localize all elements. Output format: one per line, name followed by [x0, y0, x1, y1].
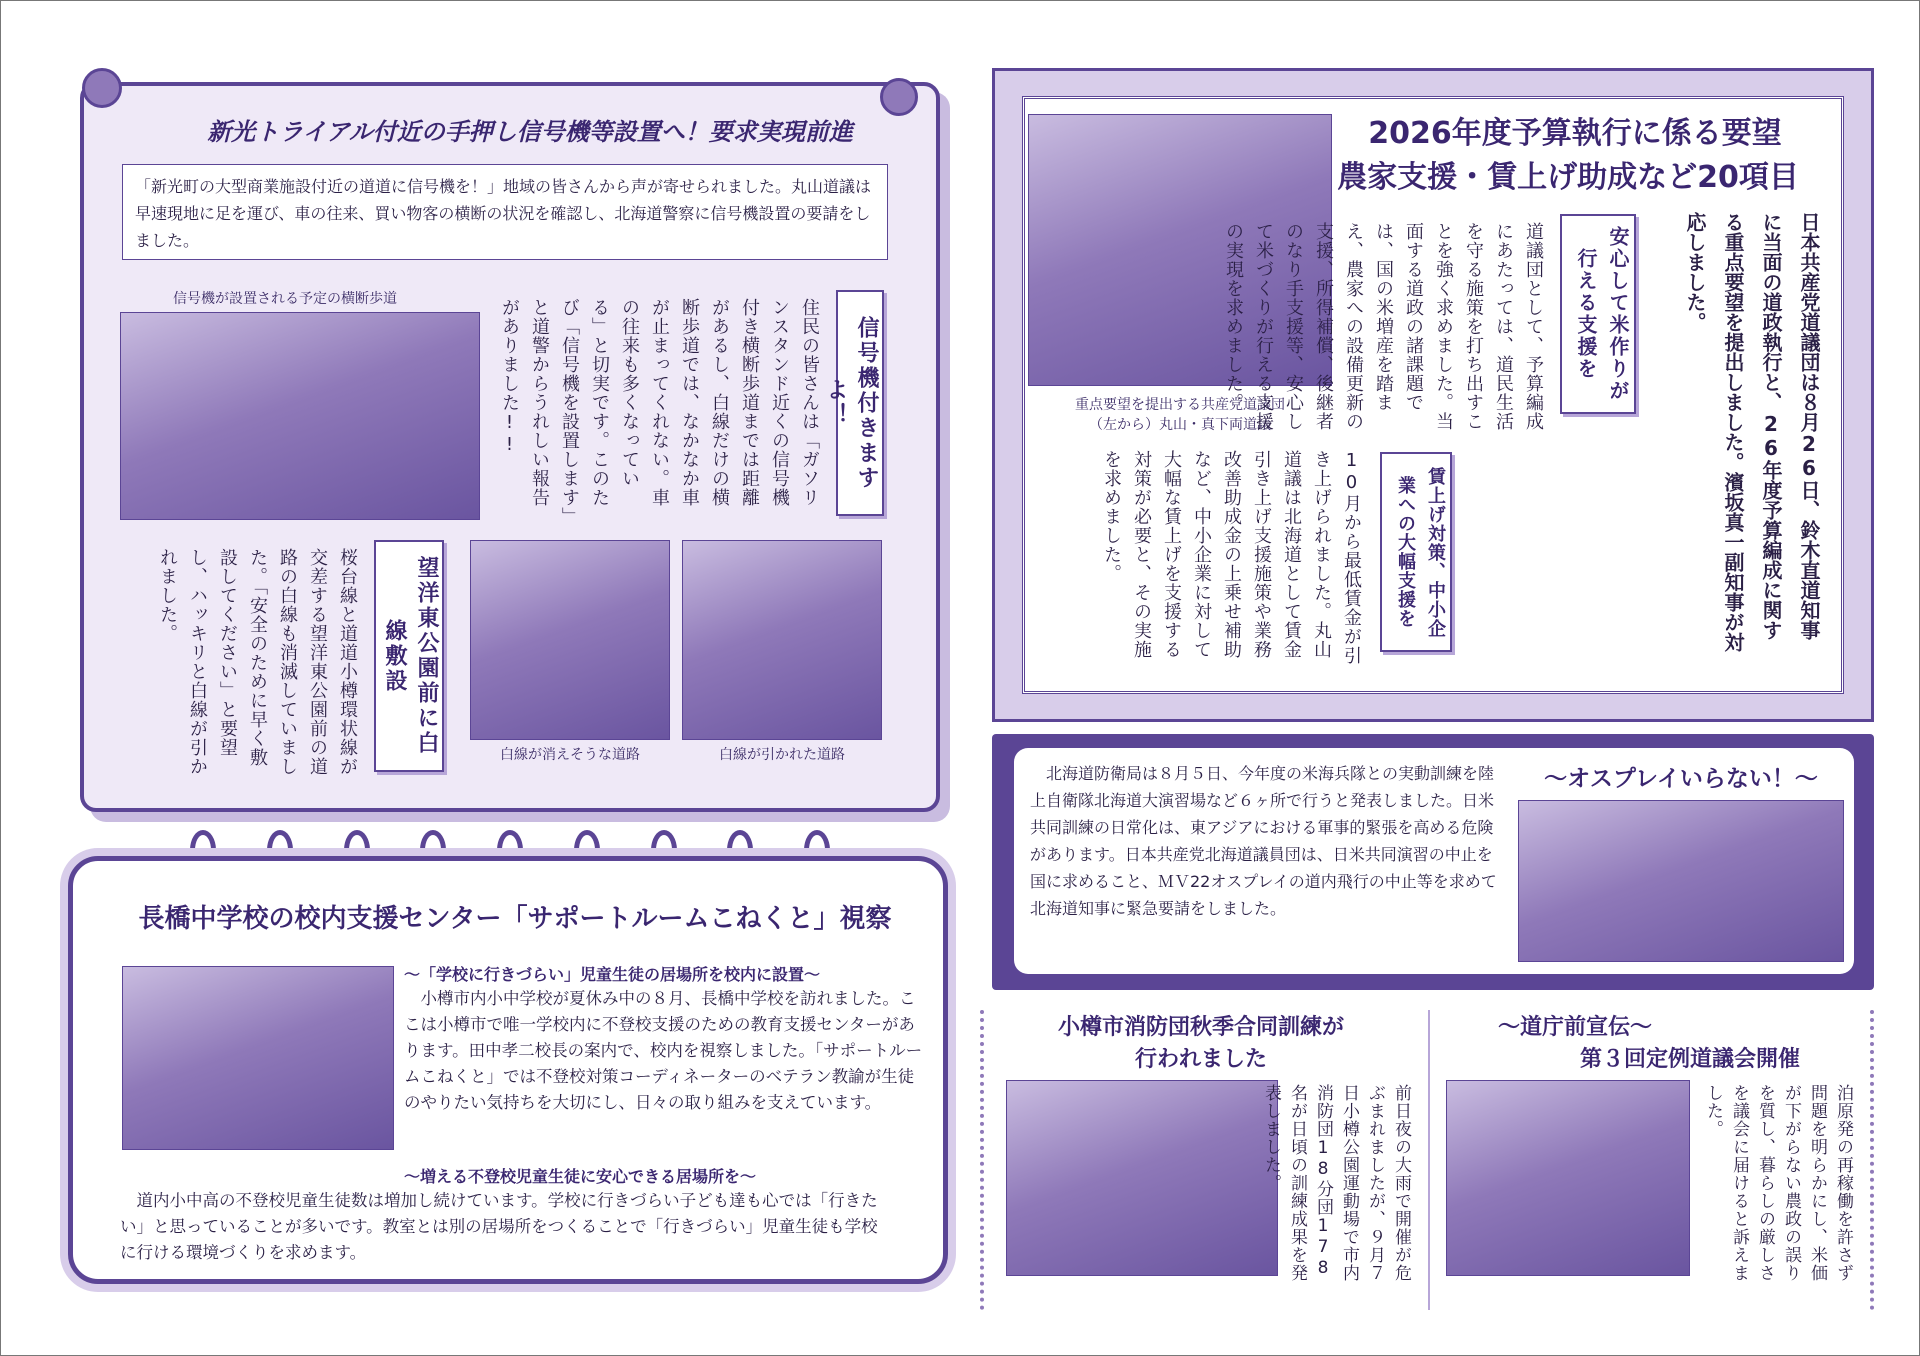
section-heading: 賃上げ対策、中小企業への大幅支援を [1380, 452, 1452, 652]
school-visit-photo [122, 966, 394, 1150]
flower-border [1870, 1010, 1874, 1310]
article-title: 農家支援・賃上げ助成など20項目 [1337, 160, 1799, 195]
fire-drill-photo [1006, 1080, 1278, 1276]
article-body: 泊原発の再稼働を許さず問題を明らかにし、米価が下がらない農政の誤りを質し、暮らしの厳しさを議会に届けると訴えました。 [1703, 1084, 1853, 1282]
photo-caption: （左から）丸山・真下両道議 [1089, 417, 1271, 433]
section-heading: 望洋東公園前に白線敷設 [374, 540, 444, 772]
article-title: 2026年度予算執行に係る要望 [1368, 116, 1782, 151]
article-title: ～道庁前宣伝～ [1497, 1015, 1652, 1040]
section-body: 10月から最低賃金が引き上げられました。丸山道議は北海道として賃金引き上げ支援施策や業務改善助成金の上乗せ補助など、中小企業に対して大幅な賃上げを支援する対策が必要と、その実施を求めました。 [1101, 450, 1362, 665]
article-title: 行われました [1134, 1047, 1267, 1072]
section-body: 住民の皆さんは「ガソリンスタンド近くの信号機付き横断歩道までは距離があるし、白線だけの横断歩道では、なかなか車が止まってくれない。車の往来も多くなってい る」と切実です。このたび「信号機を設置します」と道警からうれしい報告がありました!! [499, 298, 820, 517]
crosswalk-photo [120, 312, 480, 520]
article-body: 小樽市内小中学校が夏休み中の８月、長橋中学校を訪れました。ここは小樽市で唯一学校内に不登校支援のための教育支援センターがあります。田中孝二校長の案内で、校内を視察しました。「サポートルームこねくと」では不登校対策コーディネーターのベテラン教諭が生徒のやりたい気持ちを大切にし、日々の取り組みを支えています。 [404, 989, 923, 1112]
section-body: 道議団として、予算編成にあたっては、道民生活を守る施策を打ち出すことを強く求めました。当面する道政の諸課題では、国の米増産を踏まえ、農家への設備更新の支援、所得補償、後継者のなり手支援等、安心して米づくりが行える支援の実現を求めました。 [1223, 222, 1544, 431]
pushpin-icon [82, 68, 122, 108]
article-body: 北海道防衛局は８月５日、今年度の米海兵隊との実動訓練を陸上自衛隊北海道大演習場など６ヶ所で行うと発表しました。日米共同訓練の日常化は、東アジアにおける軍事的緊張を高める危険があります。日本共産党北海道議員団は、日米共同演習の中止を国に求めること、ＭＶ22オスプレイの道内飛行の中止等を求めて北海道知事に緊急要請をしました。 [1030, 764, 1497, 918]
section-body: 桜台線と道道小樽環状線が交差する望洋東公園前の道路の白線も消滅していました。「安全のために早く敷設してください」と要望し、ハッキリと白線が引かれました。 [157, 548, 358, 776]
lead-text: 「新光町の大型商業施設付近の道道に信号機を！」地域の皆さんから声が寄せられました。丸山道議は早速現地に足を運び、車の往来、買い物客の横断の状況を確認し、北海道警察に信号機設置の要請をしました。 [135, 177, 872, 250]
dotted-divider [1428, 1010, 1430, 1310]
photo-caption: 白線が消えそうな道路 [500, 747, 640, 763]
article-title: ～オスプレイいらない！～ [1544, 766, 1818, 792]
article-body: 前日夜の大雨で開催が危ぶまれましたが、９月７日小樽公園運動場で市内消防団18分団178名が日頃の訓練成果を発表しました。 [1261, 1084, 1411, 1282]
photo-caption: 重点要望を提出する共産党道議団 [1075, 397, 1285, 413]
osprey-request-photo [1518, 800, 1844, 962]
article-title: 長橋中学校の校内支援センター「サポートルームこねくと」視察 [138, 904, 892, 934]
article-title: 第３回定例道議会開催 [1579, 1047, 1800, 1072]
new-line-photo [682, 540, 882, 740]
subheading: ～「学校に行きづらい」児童生徒の居場所を校内に設置～ [404, 965, 821, 984]
lead-text: 日本共産党道議団は８月26日、鈴木直道知事に当面の道政執行と、26年度予算編成に関する重点要望を提出しました。濱坂真一副知事が対応しました。 [1683, 212, 1821, 652]
faded-line-photo [470, 540, 670, 740]
article-body: 道内小中高の不登校児童生徒数は増加し続けています。学校に行きづらい子ども達も心では「行きたい」と思っていることが多いです。教室とは別の居場所をつくることで「行きづらい」児童生徒も学校に行ける環境づくりを求めます。 [120, 1191, 878, 1262]
section-heading: 安心して米作りが行える支援を [1560, 214, 1636, 414]
lead-box [122, 164, 888, 260]
pushpin-icon [880, 78, 918, 116]
article-title: 小樽市消防団秋季合同訓練が [1057, 1015, 1344, 1040]
section-heading: 信号機付きますよ！ [836, 290, 884, 516]
dotted-divider [980, 1010, 984, 1310]
street-campaign-photo [1446, 1080, 1690, 1276]
photo-caption: 白線が引かれた道路 [719, 747, 845, 763]
article-title: 新光トライアル付近の手押し信号機等設置へ！要求実現前進 [207, 117, 853, 146]
photo-caption: 信号機が設置される予定の横断歩道 [173, 291, 397, 307]
subheading: ～増える不登校児童生徒に安心できる居場所を～ [404, 1167, 757, 1186]
